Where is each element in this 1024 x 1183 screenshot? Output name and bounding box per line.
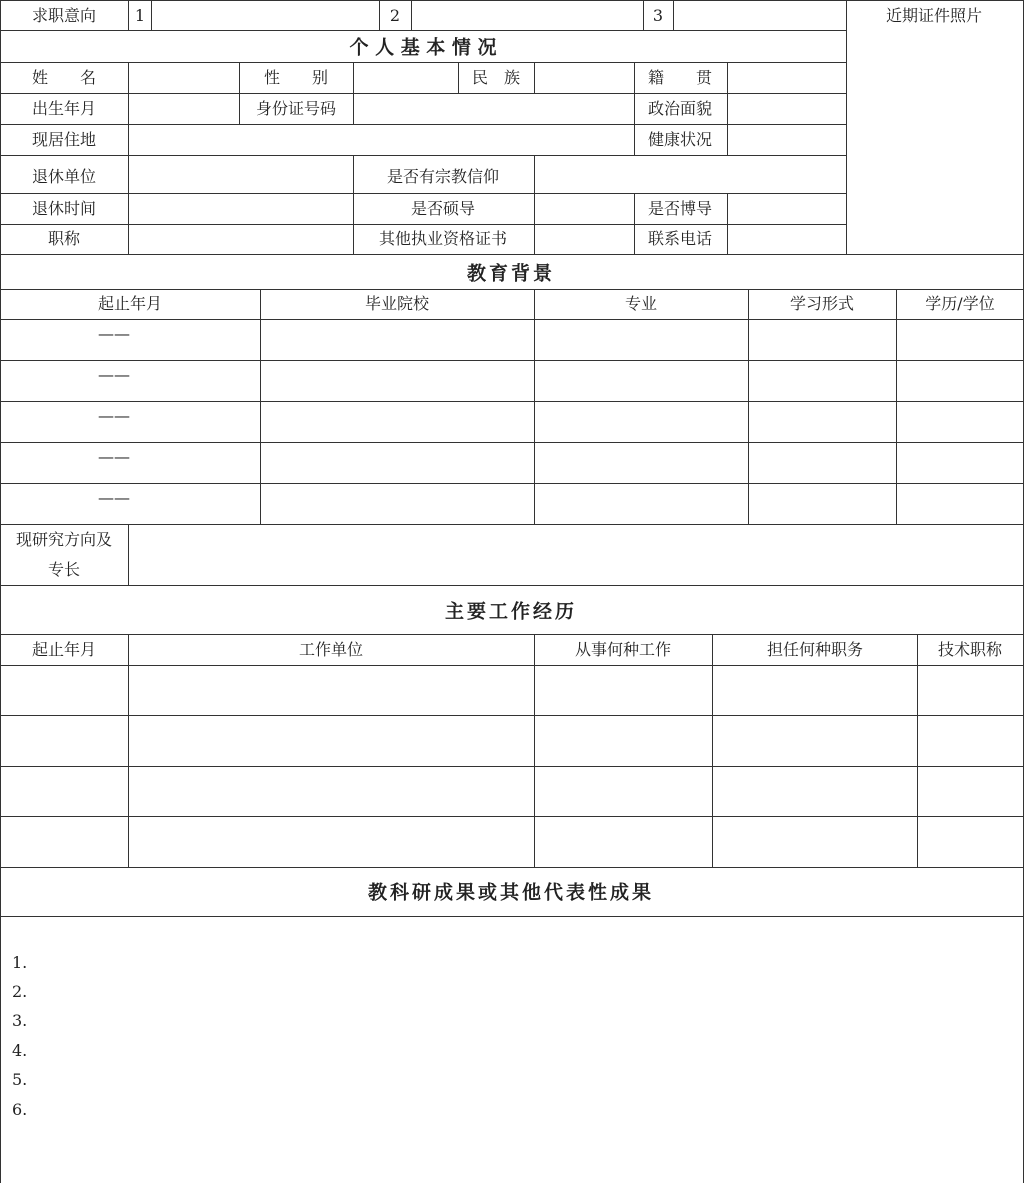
rule <box>151 0 152 30</box>
rule <box>534 289 535 524</box>
master-supervisor-label: 是否硕导 <box>410 199 476 218</box>
choice-number: 1 <box>134 6 146 25</box>
work-header-period: 起止年月 <box>31 640 97 659</box>
rule <box>0 0 1024 1</box>
certificate-label: 其他执业资格证书 <box>378 229 508 248</box>
rule <box>411 0 412 30</box>
rule <box>458 62 459 93</box>
rule <box>0 289 1024 290</box>
work-header-title: 技术职称 <box>937 640 1003 659</box>
phone-label: 联系电话 <box>647 229 713 248</box>
rule <box>0 483 1024 484</box>
edu-header-school: 毕业院校 <box>364 294 430 313</box>
retire-unit-label: 退休单位 <box>31 167 97 186</box>
achievement-item: 3. <box>12 1011 28 1030</box>
edu-header-period: 起止年月 <box>97 294 163 313</box>
rule <box>353 62 354 124</box>
name-label: 姓 名 <box>31 68 97 87</box>
job-title-label: 职称 <box>47 229 81 248</box>
achievements-section-title: 教科研成果或其他代表性成果 <box>367 881 655 904</box>
rule <box>896 289 897 524</box>
rule <box>0 665 1024 666</box>
rule <box>748 289 749 524</box>
work-header-employer: 工作单位 <box>298 640 364 659</box>
rule <box>634 193 635 254</box>
rule <box>0 124 846 125</box>
choice-number: 3 <box>652 6 664 25</box>
rule <box>534 634 535 867</box>
edu-row-dash: —— <box>98 488 130 507</box>
choice-number: 2 <box>389 6 401 25</box>
rule <box>128 634 129 867</box>
rule <box>128 524 129 585</box>
rule <box>0 319 1024 320</box>
rule <box>0 766 1024 767</box>
native-place-label: 籍 贯 <box>647 68 713 87</box>
retire-time-label: 退休时间 <box>31 199 97 218</box>
rule <box>0 585 1024 586</box>
birth-label: 出生年月 <box>31 99 97 118</box>
rule <box>846 0 847 254</box>
work-section-title: 主要工作经历 <box>444 600 578 623</box>
rule <box>0 0 1 1183</box>
rule <box>0 867 1024 868</box>
edu-row-dash: —— <box>98 406 130 425</box>
rule <box>0 442 1024 443</box>
rule <box>0 62 846 63</box>
rule <box>0 93 846 94</box>
edu-row-dash: —— <box>98 447 130 466</box>
research-label: 现研究方向及 <box>15 530 113 549</box>
rule <box>379 0 380 30</box>
rule <box>0 360 1024 361</box>
photo-label: 近期证件照片 <box>885 6 983 25</box>
personal-section-title: 个 人 基 本 情 况 <box>349 36 497 59</box>
id-number-label: 身份证号码 <box>255 99 337 118</box>
rule <box>0 155 846 156</box>
job-intention-label: 求职意向 <box>31 6 97 25</box>
rule <box>534 155 535 254</box>
rule <box>0 254 1024 255</box>
rule <box>917 634 918 867</box>
achievement-item: 5. <box>12 1070 28 1089</box>
rule <box>260 289 261 524</box>
rule <box>643 0 644 30</box>
edu-row-dash: —— <box>98 365 130 384</box>
rule <box>0 401 1024 402</box>
rule <box>727 62 728 155</box>
rule <box>673 0 674 30</box>
rule <box>353 155 354 254</box>
rule <box>727 193 728 254</box>
politics-label: 政治面貌 <box>647 99 713 118</box>
achievement-item: 4. <box>12 1041 28 1060</box>
edu-header-major: 专业 <box>624 294 658 313</box>
rule <box>0 916 1024 917</box>
address-label: 现居住地 <box>31 130 97 149</box>
research-label-2: 专长 <box>47 560 81 579</box>
gender-label: 性 别 <box>263 68 329 87</box>
rule <box>128 0 129 30</box>
rule <box>239 62 240 124</box>
achievement-item: 6. <box>12 1100 28 1119</box>
doctoral-supervisor-label: 是否博导 <box>647 199 713 218</box>
health-label: 健康状况 <box>647 130 713 149</box>
rule <box>0 816 1024 817</box>
rule <box>0 715 1024 716</box>
rule <box>0 193 846 194</box>
rule <box>128 62 129 254</box>
ethnicity-label: 民 族 <box>471 68 521 87</box>
edu-header-degree: 学历/学位 <box>925 294 995 313</box>
achievement-item: 2. <box>12 982 28 1001</box>
rule <box>712 634 713 867</box>
achievement-item: 1. <box>12 953 28 972</box>
rule <box>534 62 535 93</box>
edu-header-mode: 学习形式 <box>789 294 855 313</box>
rule <box>0 30 846 31</box>
work-header-position: 担任何种职务 <box>766 640 864 659</box>
edu-row-dash: —— <box>98 324 130 343</box>
rule <box>0 524 1024 525</box>
rule <box>634 62 635 155</box>
education-section-title: 教育背景 <box>466 262 556 285</box>
rule <box>0 224 846 225</box>
work-header-work: 从事何种工作 <box>574 640 672 659</box>
religion-label: 是否有宗教信仰 <box>386 167 500 186</box>
rule <box>0 634 1024 635</box>
